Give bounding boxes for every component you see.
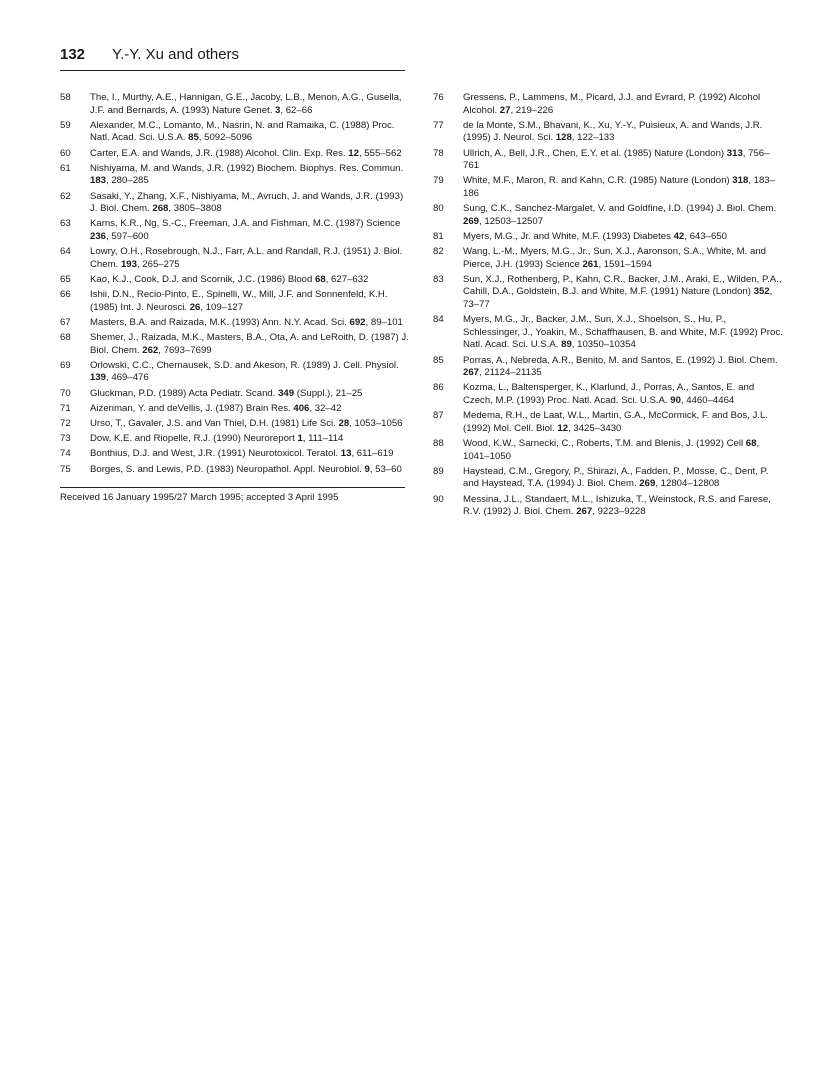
reference-citation: Nishiyama, M. and Wands, J.R. (1992) Biochem. Biophys. Res. Commun. bbox=[90, 162, 404, 174]
reference-pages: , 3425–3430 bbox=[568, 422, 622, 434]
reference-pages: , 9223–9228 bbox=[592, 506, 646, 518]
reference-pages: , 5092–5096 bbox=[198, 132, 253, 144]
reference-item bbox=[60, 448, 410, 461]
reference-number: 67 bbox=[60, 316, 71, 328]
reference-volume: 68 bbox=[315, 273, 326, 285]
reference-text bbox=[90, 246, 402, 270]
reference-text bbox=[463, 410, 768, 434]
reference-volume: 269 bbox=[639, 478, 656, 490]
reference-pages: , 1591–1594 bbox=[598, 258, 652, 270]
reference-number: 69 bbox=[60, 359, 71, 371]
reference-text bbox=[90, 163, 403, 187]
reference-pages: , 597–600 bbox=[106, 230, 149, 242]
reference-pages: , 627–632 bbox=[325, 273, 369, 285]
reference-volume: 139 bbox=[90, 372, 107, 384]
reference-volume: 128 bbox=[555, 132, 572, 144]
reference-pages: , 62–66 bbox=[280, 104, 313, 116]
reference-text bbox=[90, 332, 409, 356]
reference-item bbox=[433, 203, 783, 228]
reference-volume: 68 bbox=[745, 437, 757, 449]
reference-citation: Dow, K.E. and Riopelle, R.J. (1990) Neuroreport bbox=[90, 433, 298, 445]
reference-item bbox=[60, 148, 410, 161]
reference-text bbox=[90, 148, 402, 159]
reference-number: 70 bbox=[60, 387, 71, 399]
reference-pages: , 469–476 bbox=[106, 372, 149, 384]
reference-number: 84 bbox=[433, 314, 444, 326]
reference-number: 60 bbox=[60, 147, 71, 159]
reference-text bbox=[90, 448, 393, 459]
references-left-column bbox=[60, 92, 410, 479]
reference-item bbox=[433, 410, 783, 435]
reference-text bbox=[463, 92, 760, 116]
reference-volume: 27 bbox=[499, 104, 511, 116]
reference-number: 62 bbox=[60, 190, 71, 202]
footer-rule bbox=[60, 487, 405, 488]
reference-volume: 318 bbox=[732, 175, 749, 187]
reference-pages: , 4460–4464 bbox=[680, 395, 735, 406]
reference-item bbox=[60, 92, 410, 117]
reference-item bbox=[433, 175, 783, 200]
reference-citation: Ishii, D.N., Recio-Pinto, E., Spinelli, W., Mill, J.F. and Sonnenfeld, K.H. (1985) Int. J. Neurosci. bbox=[90, 289, 388, 313]
reference-item bbox=[60, 433, 410, 446]
reference-volume: 9 bbox=[364, 463, 370, 475]
reference-pages: , 3805–3808 bbox=[168, 203, 222, 215]
reference-text bbox=[90, 388, 362, 399]
reference-volume: 3 bbox=[275, 104, 281, 116]
reference-pages: , 53–60 bbox=[369, 463, 402, 475]
reference-text bbox=[90, 403, 341, 414]
reference-number: 73 bbox=[60, 433, 71, 445]
reference-number: 79 bbox=[433, 175, 444, 187]
reference-volume: 90 bbox=[670, 395, 681, 406]
reference-volume: 236 bbox=[90, 230, 107, 242]
reference-text bbox=[463, 494, 771, 518]
reference-pages: , 756–761 bbox=[463, 147, 770, 172]
reference-text bbox=[90, 418, 403, 429]
reference-volume: 12 bbox=[557, 422, 569, 434]
reference-item bbox=[60, 289, 410, 314]
reference-item bbox=[60, 246, 410, 271]
reference-text bbox=[463, 231, 727, 242]
reference-pages: , 1053–1056 bbox=[349, 417, 403, 429]
reference-text bbox=[463, 382, 754, 406]
reference-number: 81 bbox=[433, 230, 444, 242]
reference-pages: , 1041–1050 bbox=[463, 437, 760, 462]
reference-number: 89 bbox=[433, 465, 444, 477]
reference-number: 82 bbox=[433, 246, 444, 258]
received-dates: Received 16 January 1995/27 March 1995; accepted 3 April 1995 bbox=[60, 492, 339, 503]
reference-number: 58 bbox=[60, 92, 71, 103]
reference-pages: , 219–226 bbox=[510, 104, 554, 116]
reference-citation: Sun, X.J., Rothenberg, P., Kahn, C.R., Backer, J.M., Araki, E., Wilden, P.A., Cahill, D.A., Goldstein, B.J. and White, M.F. (1991) Nature (London) bbox=[463, 273, 782, 298]
reference-pages: , 12503–12507 bbox=[479, 215, 544, 227]
reference-number: 85 bbox=[433, 354, 444, 366]
reference-citation: Masters, B.A. and Raizada, M.K. (1993) Ann. N.Y. Acad. Sci. bbox=[90, 316, 350, 328]
reference-text bbox=[463, 175, 775, 199]
reference-citation: Wang, L.-M., Myers, M.G., Jr., Sun, X.J., Aaronson, S.A., White, M. and Pierce, J.H. (1993) Science bbox=[463, 246, 767, 270]
reference-text bbox=[463, 466, 768, 490]
reference-citation: Orlowski, C.C., Chernausek, S.D. and Akeson, R. (1989) J. Cell. Physiol. bbox=[90, 359, 399, 371]
reference-citation: The, I., Murthy, A.E., Hannigan, G.E., Jacoby, L.B., Menon, A.G., Gusella, J.F. and Bernards, A. (1993) Nature Genet. bbox=[90, 92, 402, 116]
reference-number: 87 bbox=[433, 410, 444, 422]
reference-number: 83 bbox=[433, 273, 444, 285]
reference-volume: 193 bbox=[120, 258, 137, 270]
reference-volume: 12 bbox=[348, 147, 359, 159]
reference-item bbox=[433, 120, 783, 145]
reference-volume: 692 bbox=[349, 316, 366, 328]
reference-item bbox=[60, 163, 410, 188]
reference-citation: Urso, T., Gavaler, J.S. and Van Thiel, D.H. (1981) Life Sci. bbox=[90, 417, 339, 429]
reference-volume: 269 bbox=[463, 215, 480, 227]
reference-item bbox=[433, 466, 783, 491]
reference-citation: Aizenman, Y. and deVellis, J. (1987) Brain Res. bbox=[90, 402, 294, 414]
reference-citation: Myers, M.G., Jr. and White, M.F. (1993) Diabetes bbox=[463, 230, 674, 242]
reference-pages: , 73–77 bbox=[463, 286, 773, 311]
running-head: Y.-Y. Xu and others bbox=[112, 46, 240, 63]
reference-citation: Lowry, O.H., Rosebrough, N.J., Farr, A.L. and Randall, R.J. (1951) J. Biol. Chem. bbox=[90, 246, 403, 270]
reference-volume: 85 bbox=[188, 132, 199, 144]
reference-item bbox=[433, 246, 783, 271]
reference-volume: 267 bbox=[576, 506, 593, 518]
reference-item bbox=[433, 274, 783, 312]
reference-text bbox=[90, 464, 402, 475]
reference-text bbox=[90, 360, 399, 384]
reference-citation: White, M.F., Maron, R. and Kahn, C.R. (1985) Nature (London) bbox=[463, 175, 733, 187]
reference-number: 59 bbox=[60, 119, 71, 131]
reference-item bbox=[60, 317, 410, 330]
reference-number: 77 bbox=[433, 119, 444, 131]
reference-text bbox=[463, 314, 783, 350]
reference-number: 90 bbox=[433, 493, 444, 505]
reference-volume: 268 bbox=[152, 203, 169, 215]
reference-volume: 406 bbox=[293, 402, 310, 414]
reference-item bbox=[60, 218, 410, 243]
reference-pages: , 183–186 bbox=[463, 175, 775, 199]
reference-number: 78 bbox=[433, 147, 444, 159]
reference-number: 80 bbox=[433, 203, 444, 215]
reference-number: 74 bbox=[60, 448, 71, 460]
reference-citation: Carter, E.A. and Wands, J.R. (1988) Alcohol. Clin. Exp. Res. bbox=[90, 147, 349, 159]
reference-item bbox=[60, 418, 410, 431]
reference-citation: Messina, J.L., Standaert, M.L., Ishizuka, T., Weinstock, R.S. and Farese, R.V. (1992) J. Biol. Chem. bbox=[463, 493, 771, 518]
reference-item bbox=[433, 494, 783, 519]
reference-item bbox=[60, 360, 410, 385]
page-number: 132 bbox=[60, 46, 86, 63]
reference-item bbox=[60, 403, 410, 416]
reference-volume: 352 bbox=[753, 286, 770, 298]
reference-number: 61 bbox=[60, 162, 71, 174]
reference-pages: , 10350–10354 bbox=[571, 339, 636, 351]
reference-text bbox=[90, 191, 403, 215]
reference-citation: Kozma, L., Baltensperger, K., Klarlund, J., Porras, A., Santos, E. and Czech, M.P. (1993) Proc. Natl. Acad. Sci. U.S.A. bbox=[463, 382, 755, 406]
reference-citation: Gluckman, P.D. (1989) Acta Pediatr. Scand. bbox=[90, 387, 279, 399]
reference-number: 68 bbox=[60, 332, 71, 344]
reference-citation: Myers, M.G., Jr., Backer, J.M., Sun, X.J., Shoelson, S., Hu, P., Schlessinger, J., Yoakin, M., Schaffhausen, B. and White, M.F. (1992) Proc. Natl. Acad. Sci. U.S.A. bbox=[463, 314, 783, 351]
reference-citation: Porras, A., Nebreda, A.R., Benito, M. and Santos, E. (1992) J. Biol. Chem. bbox=[463, 354, 778, 366]
reference-citation: Alexander, M.C., Lomanto, M., Nasrin, N. and Ramaika, C. (1988) Proc. Natl. Acad. Sci. U.S.A. bbox=[90, 119, 395, 144]
reference-text bbox=[463, 246, 766, 270]
reference-text bbox=[90, 120, 394, 144]
reference-pages: , 611–619 bbox=[351, 448, 394, 460]
reference-citation: Borges, S. and Lewis, P.D. (1983) Neuropathol. Appl. Neurobiol. bbox=[90, 463, 365, 475]
reference-volume: 13 bbox=[340, 448, 352, 460]
reference-text bbox=[463, 274, 782, 310]
reference-number: 63 bbox=[60, 218, 71, 230]
header-rule bbox=[60, 70, 405, 71]
reference-item bbox=[433, 231, 783, 244]
reference-item bbox=[60, 274, 410, 287]
reference-item bbox=[60, 388, 410, 401]
reference-volume: 1 bbox=[297, 433, 303, 445]
reference-text bbox=[90, 274, 368, 285]
reference-text bbox=[90, 433, 343, 444]
reference-pages: , 555–562 bbox=[358, 147, 402, 159]
reference-citation: Shemer, J., Raizada, M.K., Masters, B.A., Ota, A. and LeRoith, D. (1987) J. Biol. Chem. bbox=[90, 332, 409, 356]
reference-item bbox=[433, 148, 783, 173]
reference-volume: 313 bbox=[726, 147, 743, 159]
references-right-column bbox=[433, 92, 783, 521]
reference-text bbox=[463, 148, 769, 172]
reference-text bbox=[90, 218, 400, 242]
reference-item bbox=[433, 314, 783, 352]
reference-citation: de la Monte, S.M., Bhavani, K., Xu, Y.-Y., Puisieux, A. and Wands, J.R. (1995) J. Neurol. Sci. bbox=[463, 119, 763, 144]
reference-citation: Ullrich, A., Bell, J.R., Chen, E.Y. et al. (1985) Nature (London) bbox=[463, 147, 727, 159]
reference-volume: 89 bbox=[561, 339, 572, 351]
reference-pages: , 89–101 bbox=[365, 316, 403, 328]
reference-pages: , 12804–12808 bbox=[655, 478, 720, 490]
reference-citation: Gressens, P., Lammens, M., Picard, J.J. and Evrard, P. (1992) Alcohol Alcohol. bbox=[463, 92, 761, 116]
reference-item bbox=[60, 191, 410, 216]
reference-pages: , 111–114 bbox=[302, 433, 344, 445]
reference-item bbox=[60, 464, 410, 477]
reference-citation: Sasaki, Y., Zhang, X.F., Nishiyama, M., Avruch, J. and Wands, J.R. (1993) J. Biol. Chem. bbox=[90, 190, 404, 215]
reference-citation: Kao, K.J., Cook, D.J. and Scornik, J.C. (1986) Blood bbox=[90, 273, 316, 285]
reference-number: 64 bbox=[60, 246, 71, 258]
reference-text bbox=[463, 203, 776, 227]
reference-citation: Medema, R.H., de Laat, W.L., Martin, G.A., McCormick, F. and Bos, J.L. (1992) Mol. Cell. Biol. bbox=[463, 410, 768, 434]
reference-citation: Haystead, C.M., Gregory, P., Shirazi, A., Fadden, P., Mosse, C., Dent, P. and Haystead, T.A. (1994) J. Biol. Chem. bbox=[463, 465, 769, 490]
reference-pages: (Suppl.), 21–25 bbox=[294, 387, 363, 399]
reference-pages: , 7693–7699 bbox=[158, 344, 212, 356]
reference-volume: 262 bbox=[142, 344, 159, 356]
reference-number: 72 bbox=[60, 417, 71, 429]
reference-number: 76 bbox=[433, 92, 444, 103]
reference-volume: 42 bbox=[673, 230, 685, 242]
reference-pages: , 280–285 bbox=[106, 175, 149, 187]
reference-volume: 183 bbox=[90, 175, 107, 187]
reference-number: 75 bbox=[60, 463, 71, 475]
reference-number: 66 bbox=[60, 289, 71, 301]
reference-volume: 26 bbox=[189, 301, 201, 313]
reference-item bbox=[433, 92, 783, 117]
reference-pages: , 643–650 bbox=[684, 230, 727, 242]
reference-citation: Bonthius, D.J. and West, J.R. (1991) Neurotoxicol. Teratol. bbox=[90, 448, 341, 460]
reference-number: 86 bbox=[433, 382, 444, 394]
reference-citation: Karns, K.R., Ng, S.-C., Freeman, J.A. and Fishman, M.C. (1987) Science bbox=[90, 218, 401, 230]
reference-number: 88 bbox=[433, 437, 444, 449]
reference-volume: 261 bbox=[582, 258, 599, 270]
reference-text bbox=[90, 317, 403, 328]
reference-pages: , 122–133 bbox=[571, 132, 615, 144]
reference-citation: Wood, K.W., Sarnecki, C., Roberts, T.M. and Blenis, J. (1992) Cell bbox=[463, 437, 746, 449]
reference-pages: , 32–42 bbox=[309, 402, 342, 414]
reference-item bbox=[60, 120, 410, 145]
reference-item bbox=[433, 355, 783, 380]
reference-item bbox=[433, 382, 783, 407]
reference-volume: 267 bbox=[463, 367, 480, 379]
reference-pages: , 265–275 bbox=[136, 258, 180, 270]
reference-item bbox=[60, 332, 410, 357]
reference-text bbox=[90, 289, 388, 313]
reference-number: 65 bbox=[60, 273, 71, 285]
reference-text bbox=[90, 92, 402, 116]
reference-item bbox=[433, 438, 783, 463]
reference-volume: 349 bbox=[278, 387, 295, 399]
page-header bbox=[60, 46, 415, 70]
reference-text bbox=[463, 438, 759, 462]
reference-text bbox=[463, 355, 778, 379]
reference-text bbox=[463, 120, 762, 144]
reference-citation: Sung, C.K., Sanchez-Margalet, V. and Goldfine, I.D. (1994) J. Biol. Chem. bbox=[463, 203, 777, 215]
reference-pages: , 109–127 bbox=[200, 301, 244, 313]
reference-pages: , 21124–21135 bbox=[479, 367, 542, 379]
reference-volume: 28 bbox=[338, 417, 350, 429]
reference-number: 71 bbox=[60, 402, 71, 414]
